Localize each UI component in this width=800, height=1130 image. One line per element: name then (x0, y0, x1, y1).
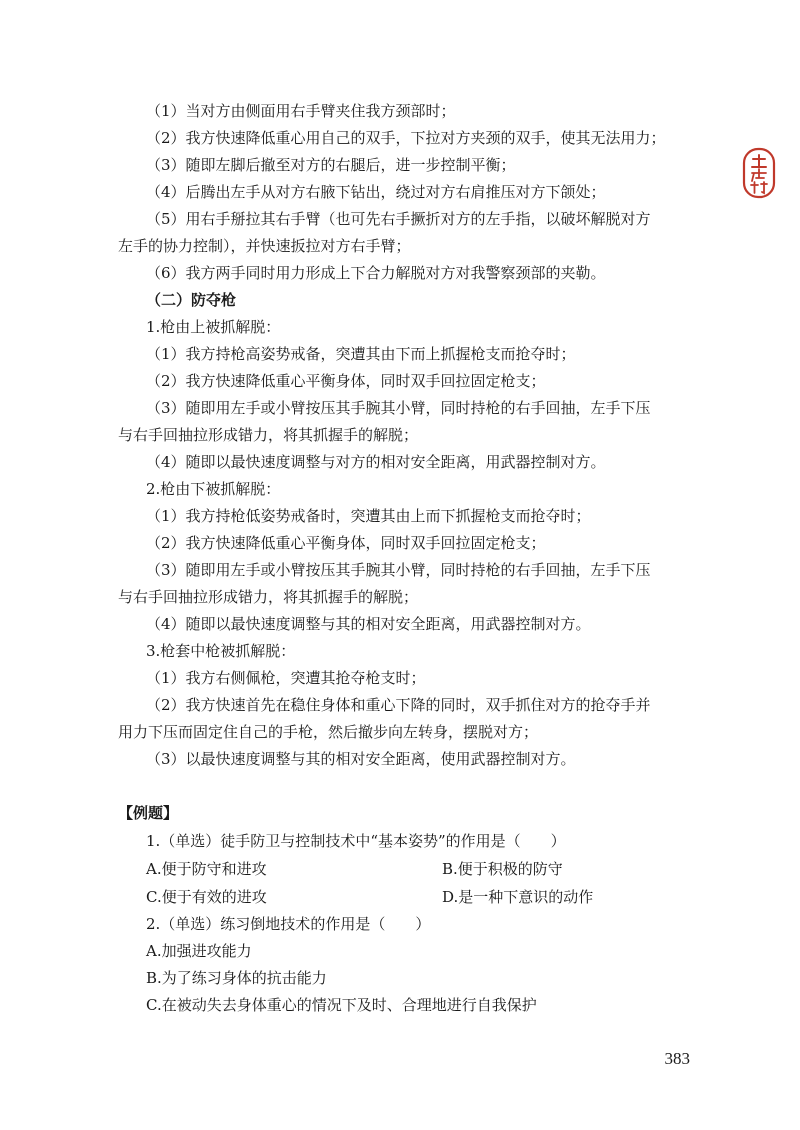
text-line: （3）以最快速度调整与其的相对安全距离，使用武器控制对方。 (146, 750, 576, 768)
text-line: （3）随即左脚后撤至对方的右腿后，进一步控制平衡； (146, 156, 516, 174)
text-line: 左手的协力控制），并快速扳拉对方右手臂； (118, 237, 411, 255)
text-line: 用力下压而固定住自己的手枪，然后撤步向左转身，摆脱对方； (118, 723, 539, 741)
text-line: （1）我方持枪高姿势戒备，突遭其由下而上抓握枪支而抢夺时； (146, 345, 576, 363)
text-line: （4）后腾出左手从对方右腋下钻出，绕过对方右肩推压对方下颌处； (146, 183, 606, 201)
option-1a: A.便于防守和进攻 (146, 860, 267, 878)
option-1c: C.便于有效的进攻 (146, 888, 267, 906)
text-line: 与右手回抽拉形成错力，将其抓握手的解脱； (118, 588, 419, 606)
option-1d: D.是一种下意识的动作 (442, 888, 594, 906)
text-line: （5）用右手掰拉其右手臂（也可先右手撅折对方的左手指，以破坏解脱对方 (146, 210, 651, 228)
text-line: （2）我方快速降低重心平衡身体，同时双手回拉固定枪支； (146, 534, 546, 552)
question-2: 2.（单选）练习倒地技术的作用是（ ） (146, 915, 431, 933)
section-heading: （二）防夺枪 (146, 291, 237, 309)
option-1b: B.便于积极的防守 (442, 860, 563, 878)
text-line: （4）随即以最快速度调整与对方的相对安全距离，用武器控制对方。 (146, 453, 606, 471)
text-line: 与右手回抽拉形成错力，将其抓握手的解脱； (118, 426, 419, 444)
text-line: （1）我方持枪低姿势戒备时，突遭其由上而下抓握枪支而抢夺时； (146, 507, 591, 525)
text-line: （1）当对方由侧面用右手臂夹住我方颈部时； (146, 102, 456, 120)
text-line: （3）随即用左手或小臂按压其手腕其小臂，同时持枪的右手回抽，左手下压 (146, 399, 651, 417)
text-line: （2）我方快速降低重心平衡身体，同时双手回拉固定枪支； (146, 372, 546, 390)
text-line: （2）我方快速首先在稳住身体和重心下降的同时，双手抓住对方的抢夺手并 (146, 696, 651, 714)
option-2b: B.为了练习身体的抗击能力 (146, 969, 327, 987)
option-2c: C.在被动失去身体重心的情况下及时、合理地进行自我保护 (146, 996, 537, 1014)
text-line: （3）随即用左手或小臂按压其手腕其小臂，同时持枪的右手回抽，左手下压 (146, 561, 651, 579)
example-heading: 【例题】 (118, 804, 179, 822)
option-2a: A.加强进攻能力 (146, 942, 252, 960)
text-line: （6）我方两手同时用力形成上下合力解脱对方对我警察颈部的夹勒。 (146, 264, 606, 282)
page-number: 383 (664, 1049, 690, 1068)
subsection-heading: 3.枪套中枪被抓解脱： (146, 642, 296, 660)
subsection-heading: 2.枪由下被抓解脱： (146, 480, 281, 498)
question-1: 1.（单选）徒手防卫与控制技术中“基本姿势”的作用是（ ） (146, 832, 566, 850)
text-line: （1）我方右侧佩枪，突遭其抢夺枪支时； (146, 669, 426, 687)
seal-stamp-icon (742, 147, 776, 199)
text-line: （4）随即以最快速度调整与其的相对安全距离，用武器控制对方。 (146, 615, 591, 633)
text-line: （2）我方快速降低重心用自己的双手，下拉对方夹颈的双手，使其无法用力； (146, 129, 666, 147)
subsection-heading: 1.枪由上被抓解脱： (146, 318, 281, 336)
